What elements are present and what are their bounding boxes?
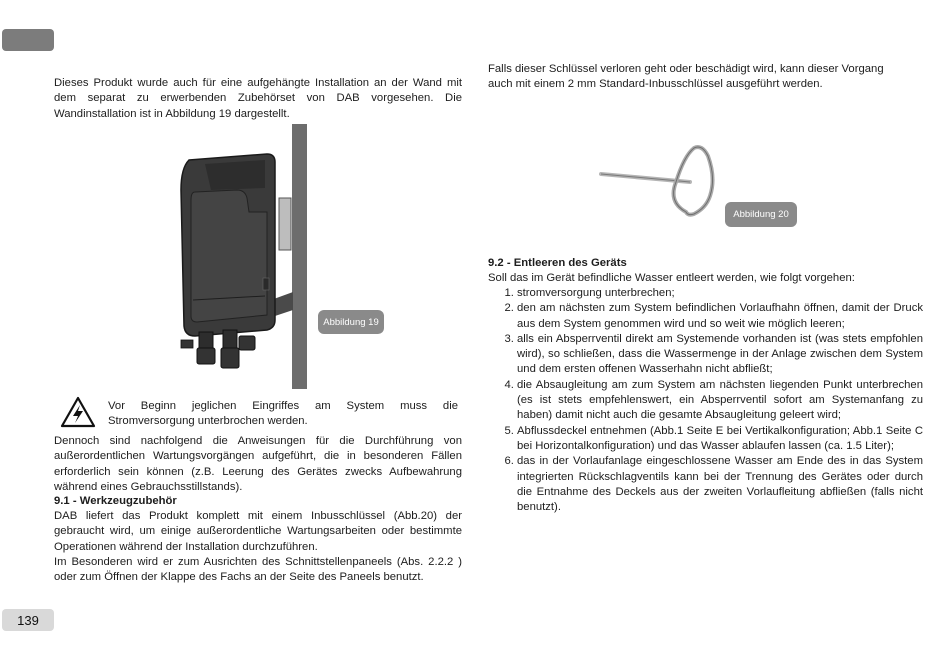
tools-paragraph-1: DAB liefert das Produkt komplett mit einem Inbusschlüssel (Abb.20) der gebraucht wird, um einige außerordentliche Wartungsarbeiten oder bestimmte Operationen während der Installation durchzuführen. [54,510,462,553]
intro-paragraph: Dieses Produkt wurde auch für eine aufgehängte Installation an der Wand mit dem separat zu erwerbenden Zubehörset von DAB vorgesehen. Die Wandinstallation ist in Abbildung 19 dargestellt. [54,77,462,120]
list-item: 6. das in der Vorlaufanlage eingeschlossene Wasser am Ende des in das System integrierten Rückschlagventils kann bei der Trennung des Gerätes oder durch die Entnahme des Deckels aus der zweiten Vorlaufleitung abfließen (falls nicht benutzt). [517,454,923,515]
drain-intro: Soll das im Gerät befindliche Wasser entleert werden, wie folgt vorgehen: [488,272,855,284]
drain-steps-list [490,286,923,515]
list-item: 5. Abflussdeckel entnehmen (Abb.1 Seite E bei Vertikalkonfiguration; Abb.1 Seite C bei Horizontalkonfiguration) und das Wasser ablaufen lassen (ca. 1.5 Liter); [517,424,923,455]
chapter-tab [2,29,54,51]
list-item: 1. stromversorgung unterbrechen; [517,286,923,301]
pump-device-illustration [175,150,295,375]
key-lost-paragraph: Falls dieser Schlüssel verloren geht oder beschädigt wird, kann dieser Vorgang auch mit einem 2 mm Standard-Inbusschlüssel ausgeführt werden. [488,63,884,91]
section-9-2-heading: 9.2 - Entleeren des Geräts [488,257,627,269]
figure-20-caption: Abbildung 20 [725,202,797,227]
figure-19-caption: Abbildung 19 [318,310,384,334]
high-voltage-warning-icon [60,396,96,428]
list-item: 2. den am nächsten zum System befindlichen Vorlaufhahn öffnen, damit der Druck aus dem System genommen wird und so weit wie möglich leeren; [517,301,923,332]
maintenance-paragraph: Dennoch sind nachfolgend die Anweisungen für die Durchführung von außerordentlichen Wartungsvorgängen aufgeführt, die in besonderen Fällen erforderlich sein können (z.B. Leerung des Gerätes zwecks Aufbewahrung während eines Gebrauchsstillstands). [54,435,462,493]
warning-text: Vor Beginn jeglichen Eingriffes am System muss die Stromversorgung unterbrochen werden. [108,400,458,428]
section-9-1-heading: 9.1 - Werkzeugzubehör [54,495,177,507]
hex-key-illustration [598,142,720,218]
tools-paragraph-2: Im Besonderen wird er zum Ausrichten des Schnittstellenpaneels (Abs. 2.2.2 ) oder zum Öffnen der Klappe des Fachs an der Seite des Paneels benutzt. [54,556,462,584]
list-item: 4. die Absaugleitung am zum System am nächsten liegenden Punkt unterbrechen (es ist stets empfehlenswert, ein Absperrventil sofort am Systemanfang zu haben) damit nicht auch die gesamte Absaugleitung geleert wird; [517,378,923,424]
page-number: 139 [2,609,54,631]
list-item: 3. alls ein Absperrventil direkt am Systemende vorhanden ist (was stets empfohlen wird), so schließen, dass die Wassermenge in der Anlage zwischen dem System und dem ersten offenen Wasserhahn nicht abfließt; [517,332,923,378]
